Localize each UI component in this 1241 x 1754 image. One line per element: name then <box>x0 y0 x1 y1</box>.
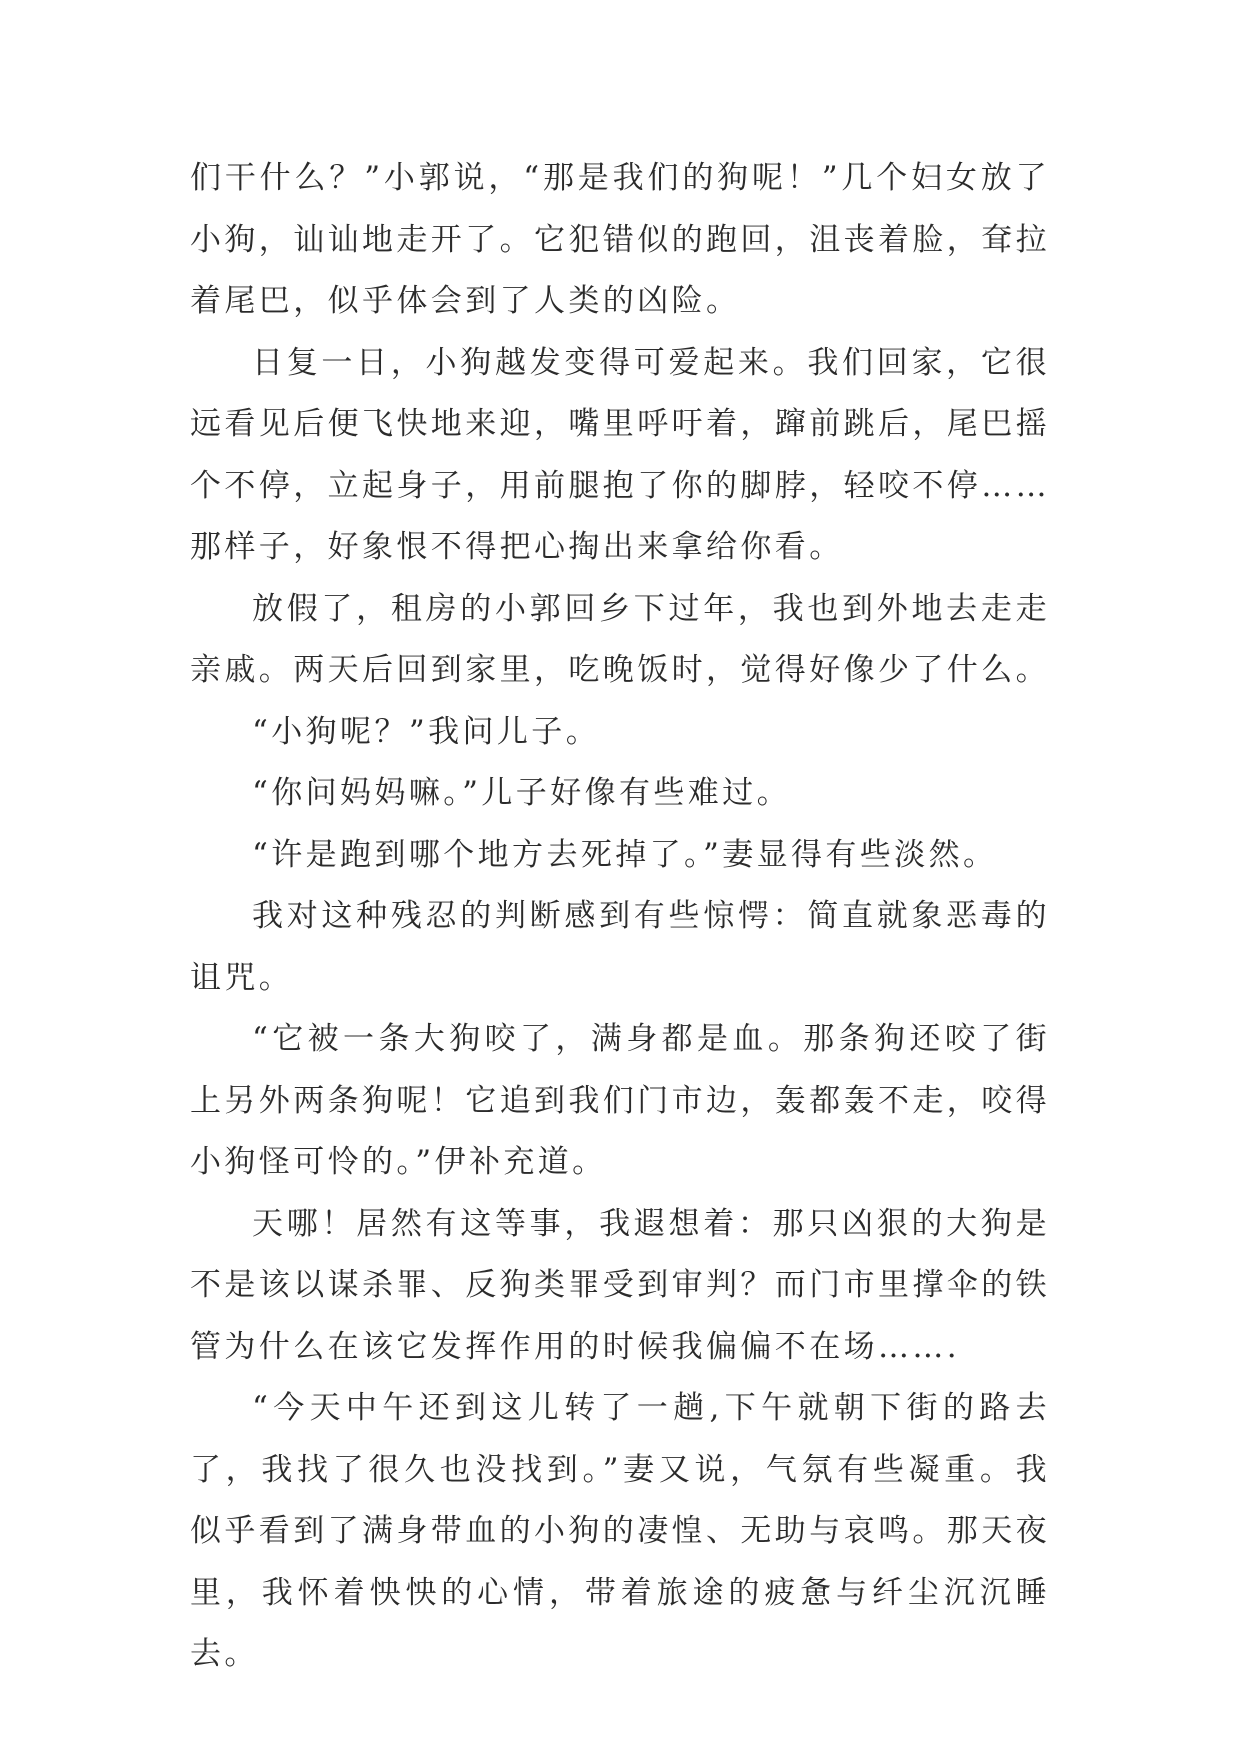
paragraph: 放假了，租房的小郭回乡下过年，我也到外地去走走亲戚。两天后回到家里，吃晚饭时，觉得好像少了什么。 <box>190 590 1050 688</box>
paragraph-continued: 们干什么？”小郭说，“那是我们的狗呢！”几个妇女放了小狗，讪讪地走开了。它犯错似的跑回，沮丧着脸，耷拉着尾巴，似乎体会到了人类的凶险。 <box>190 160 1050 319</box>
paragraph: 我对这种残忍的判断感到有些惊愕：简直就象恶毒的诅咒。 <box>190 898 1050 996</box>
dialogue-line: “许是跑到哪个地方去死掉了。”妻显得有些淡然。 <box>252 836 998 873</box>
dialogue-line: “它被一条大狗咬了，满身都是血。那条狗还咬了街上另外两条狗呢！它追到我们门市边，轰都轰不走，咬得小狗怪可怜的。”伊补充道。 <box>190 1021 1050 1180</box>
paragraph: 天哪！居然有这等事，我遐想着：那只凶狠的大狗是不是该以谋杀罪、反狗类罪受到审判？而门市里撑伞的铁管为什么在该它发挥作用的时候我偏偏不在场……. <box>190 1205 1050 1365</box>
paragraph: 日复一日，小狗越发变得可爱起来。我们回家，它很远看见后便飞快地来迎，嘴里呼吁着，蹿前跳后，尾巴摇个不停，立起身子，用前腿抱了你的脚脖，轻咬不停……那样子，好象恨不得把心掏出来拿给你看。 <box>190 344 1050 565</box>
article-body <box>190 148 1050 1686</box>
dialogue-line: “今天中午还到这儿转了一趟,下午就朝下街的路去了，我找了很久也没找到。”妻又说，气氛有些凝重。我似乎看到了满身带血的小狗的凄惶、无助与哀鸣。那天夜里，我怀着怏怏的心情，带着旅途的疲惫与纤尘沉沉睡去。 <box>190 1390 1050 1672</box>
dialogue-line: “你问妈妈嘛。”儿子好像有些难过。 <box>252 775 791 811</box>
dialogue-line: “小狗呢？”我问儿子。 <box>252 713 601 750</box>
